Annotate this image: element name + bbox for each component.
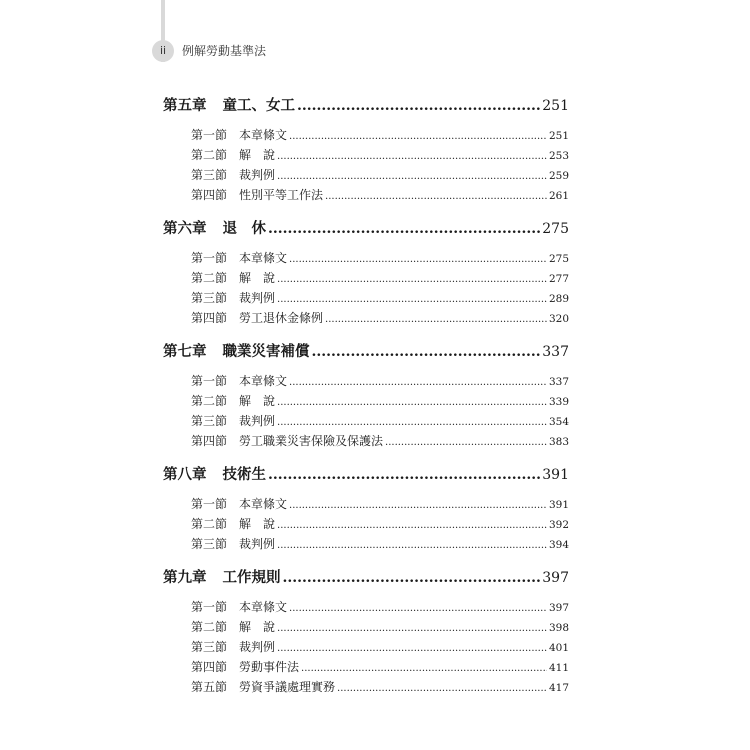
- toc-chapter: [163, 340, 569, 451]
- section-number: 第一節: [191, 374, 228, 388]
- dot-leader: [277, 619, 547, 639]
- chapter-title: 退 休: [222, 221, 266, 237]
- section-number: 第一節: [191, 600, 228, 614]
- section-number: 第三節: [191, 537, 228, 551]
- section-title: 性別平等工作法: [239, 188, 324, 202]
- toc-section-entry: [163, 514, 569, 534]
- running-title: 例解勞動基準法: [182, 44, 267, 58]
- toc-section-entry: [163, 657, 569, 677]
- toc-section-entry: [163, 165, 569, 185]
- toc-section-entry: [163, 391, 569, 411]
- page-number-badge: ii: [152, 40, 174, 62]
- section-title: 解 說: [239, 148, 276, 162]
- dot-leader: [277, 167, 547, 187]
- section-title: 本章條文: [239, 374, 288, 388]
- chapter-title: 技術生: [222, 467, 266, 483]
- section-title: 勞資爭議處理實務: [239, 680, 336, 694]
- toc-chapter-entry: [163, 463, 569, 487]
- section-title: 本章條文: [239, 128, 288, 142]
- dot-leader: [312, 340, 541, 364]
- dot-leader: [268, 217, 540, 241]
- dot-leader: [277, 536, 547, 556]
- toc-section-entry: [163, 288, 569, 308]
- dot-leader: [289, 496, 547, 516]
- section-page-number: 253: [548, 150, 569, 162]
- section-number: 第三節: [191, 414, 228, 428]
- dot-leader: [283, 566, 541, 590]
- dot-leader: [297, 94, 540, 118]
- chapter-page-number: 397: [542, 570, 569, 586]
- section-title: 解 說: [239, 271, 276, 285]
- toc-section-entry: [163, 308, 569, 328]
- toc-chapter-entry: [163, 566, 569, 590]
- toc-chapter-entry: [163, 340, 569, 364]
- section-title: 解 說: [239, 620, 276, 634]
- dot-leader: [301, 659, 547, 679]
- dot-leader: [277, 516, 547, 536]
- section-number: 第五節: [191, 680, 228, 694]
- chapter-number: 第九章: [163, 570, 207, 586]
- dot-leader: [277, 413, 547, 433]
- toc-section-entry: [163, 185, 569, 205]
- section-page-number: 337: [548, 376, 569, 388]
- dot-leader: [277, 147, 547, 167]
- toc-section-entry: [163, 431, 569, 451]
- chapter-title: 工作規則: [222, 570, 281, 586]
- section-page-number: 339: [548, 396, 569, 408]
- section-title: 本章條文: [239, 251, 288, 265]
- section-number: 第四節: [191, 311, 228, 325]
- section-title: 本章條文: [239, 497, 288, 511]
- section-page-number: 320: [548, 313, 569, 325]
- section-number: 第三節: [191, 168, 228, 182]
- section-page-number: 417: [548, 682, 569, 694]
- toc-section-entry: [163, 677, 569, 697]
- chapter-page-number: 275: [542, 221, 569, 237]
- dot-leader: [277, 290, 547, 310]
- toc-chapter: [163, 463, 569, 554]
- dot-leader: [277, 639, 547, 659]
- section-page-number: 261: [548, 190, 569, 202]
- toc-section-entry: [163, 371, 569, 391]
- section-page-number: 277: [548, 273, 569, 285]
- chapter-number: 第六章: [163, 221, 207, 237]
- chapter-page-number: 391: [542, 467, 569, 483]
- section-number: 第三節: [191, 640, 228, 654]
- chapter-number: 第八章: [163, 467, 207, 483]
- section-number: 第二節: [191, 620, 228, 634]
- chapter-number: 第五章: [163, 98, 207, 114]
- dot-leader: [289, 599, 547, 619]
- section-page-number: 394: [548, 539, 569, 551]
- toc-section-entry: [163, 494, 569, 514]
- section-page-number: 398: [548, 622, 569, 634]
- section-title: 本章條文: [239, 600, 288, 614]
- section-title: 勞工退休金條例: [239, 311, 324, 325]
- dot-leader: [337, 679, 547, 699]
- chapter-title: 職業災害補償: [222, 344, 310, 360]
- dot-leader: [277, 270, 547, 290]
- section-number: 第四節: [191, 660, 228, 674]
- section-title: 解 說: [239, 394, 276, 408]
- toc-chapter: [163, 94, 569, 205]
- dot-leader: [289, 127, 547, 147]
- section-title: 裁判例: [239, 291, 276, 305]
- section-title: 裁判例: [239, 168, 276, 182]
- toc-section-entry: [163, 617, 569, 637]
- section-title: 裁判例: [239, 414, 276, 428]
- section-number: 第二節: [191, 517, 228, 531]
- toc-chapter: [163, 217, 569, 328]
- section-page-number: 289: [548, 293, 569, 305]
- chapter-number: 第七章: [163, 344, 207, 360]
- section-number: 第四節: [191, 188, 228, 202]
- toc-chapter-entry: [163, 217, 569, 241]
- section-page-number: 251: [548, 130, 569, 142]
- section-title: 勞動事件法: [239, 660, 300, 674]
- toc-chapter-entry: [163, 94, 569, 118]
- section-title: 裁判例: [239, 537, 276, 551]
- section-page-number: 354: [548, 416, 569, 428]
- toc-section-entry: [163, 145, 569, 165]
- section-number: 第一節: [191, 497, 228, 511]
- section-title: 解 說: [239, 517, 276, 531]
- chapter-page-number: 337: [542, 344, 569, 360]
- section-number: 第二節: [191, 394, 228, 408]
- section-number: 第二節: [191, 271, 228, 285]
- toc-section-entry: [163, 125, 569, 145]
- section-page-number: 259: [548, 170, 569, 182]
- dot-leader: [289, 373, 547, 393]
- dot-leader: [268, 463, 540, 487]
- chapter-title: 童工、女工: [222, 98, 295, 114]
- dot-leader: [325, 187, 547, 207]
- toc-section-entry: [163, 411, 569, 431]
- section-page-number: 392: [548, 519, 569, 531]
- section-number: 第四節: [191, 434, 228, 448]
- section-title: 裁判例: [239, 640, 276, 654]
- section-page-number: 401: [548, 642, 569, 654]
- section-number: 第三節: [191, 291, 228, 305]
- toc-chapter: [163, 566, 569, 697]
- section-page-number: 391: [548, 499, 569, 511]
- chapter-page-number: 251: [542, 98, 569, 114]
- section-number: 第一節: [191, 251, 228, 265]
- toc-section-entry: [163, 534, 569, 554]
- dot-leader: [289, 250, 547, 270]
- section-number: 第一節: [191, 128, 228, 142]
- section-page-number: 383: [548, 436, 569, 448]
- section-page-number: 275: [548, 253, 569, 265]
- toc-section-entry: [163, 597, 569, 617]
- toc-section-entry: [163, 248, 569, 268]
- toc-section-entry: [163, 637, 569, 657]
- section-title: 勞工職業災害保險及保護法: [239, 434, 384, 448]
- section-number: 第二節: [191, 148, 228, 162]
- dot-leader: [385, 433, 547, 453]
- toc-section-entry: [163, 268, 569, 288]
- section-page-number: 397: [548, 602, 569, 614]
- dot-leader: [325, 310, 547, 330]
- dot-leader: [277, 393, 547, 413]
- section-page-number: 411: [548, 662, 569, 674]
- table-of-contents: [163, 94, 569, 709]
